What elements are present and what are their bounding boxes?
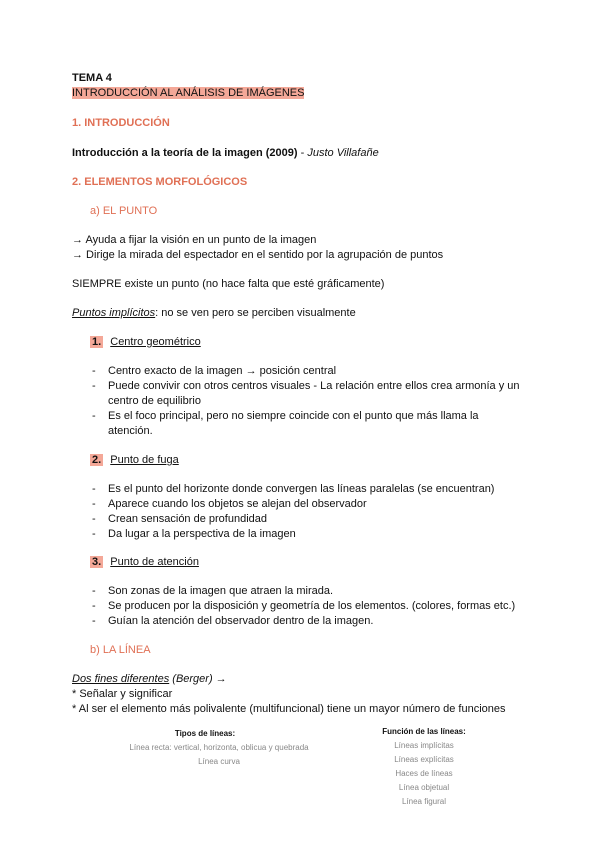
book-reference [72,147,379,159]
arrow-line-1: → Ayuda a fijar la visión en un punto de la imagen [72,234,317,246]
heading-number: 3. [92,556,102,568]
list-item: Guían la atención del observador dentro de la imagen. [108,615,374,627]
bullet-dash: - [92,380,96,392]
bullet-dash: - [92,585,96,597]
list-item: Puede convivir con otros centros visuales - La relación entre ellos crea armonía y un [108,380,520,392]
heading-atencion [90,556,199,568]
book-author: Justo Villafañe [307,147,379,159]
heading-fuga [90,454,179,466]
funcion-item: Línea figural [401,797,447,806]
arrow-line-2: → Dirige la mirada del espectador en el sentido por la agrupación de puntos [72,249,444,261]
subsection-linea: b) LA LÍNEA [90,644,151,656]
heading-label: Punto de fuga [110,454,179,466]
book-title: Introducción a la teoría de la imagen (2009) [72,147,298,159]
implicitos-line [72,307,356,319]
section-introduccion: 1. INTRODUCCIÓN [72,117,170,129]
list-item: Se producen por la disposición y geometría de los elementos. (colores, formas etc.) [108,600,516,612]
heading-number: 1. [92,336,102,348]
list-item-continuation: atención. [108,425,153,437]
star-line-2: * Al ser el elemento más polivalente (multifuncional) tiene un mayor número de funciones [72,703,506,715]
bullet-dash: - [92,410,96,422]
funcion-item: Haces de líneas [395,769,453,778]
fines-text: (Berger) → [169,673,227,685]
list-item: Centro exacto de la imagen → posición central [108,365,337,377]
heading-label: Centro geométrico [110,336,201,348]
bullet-dash: - [92,498,96,510]
implicitos-label: Puntos implícitos [72,307,156,319]
section-elementos: 2. ELEMENTOS MORFOLÓGICOS [72,176,248,188]
book-separator: - [297,147,308,159]
list-item: Es el punto del horizonte donde convergen las líneas paralelas (se encuentran) [108,483,495,495]
tema-label: TEMA 4 [72,72,112,84]
list-item: Es el foco principal, pero no siempre coincide con el punto que más llama la [108,410,479,422]
page-title: INTRODUCCIÓN AL ANÁLISIS DE IMÁGENES [72,87,305,99]
funcion-item: Líneas explícitas [394,755,454,764]
tipos-item: Línea curva [198,757,240,766]
tipos-item: Línea recta: vertical, horizonta, oblicua y quebrada [129,743,309,752]
list-item: Aparece cuando los objetos se alejan del observador [108,498,367,510]
subsection-punto: a) EL PUNTO [90,205,158,217]
bullet-dash: - [92,513,96,525]
funcion-title: Función de las líneas: [382,727,466,736]
implicitos-text: : no se ven pero se perciben visualmente [155,307,356,319]
siempre-line: SIEMPRE existe un punto (no hace falta que esté gráficamente) [72,278,385,290]
bullet-dash: - [92,600,96,612]
funcion-item: Línea objetual [398,783,450,792]
bullet-dash: - [92,528,96,540]
list-item: Da lugar a la perspectiva de la imagen [108,528,296,540]
list-item: Crean sensación de profundidad [108,513,268,525]
star-line-1: * Señalar y significar [72,688,173,700]
fines-line [72,673,227,685]
tipos-title: Tipos de líneas: [174,729,236,738]
heading-label: Punto de atención [110,556,199,568]
heading-number: 2. [92,454,102,466]
funcion-item: Líneas implícitas [394,741,454,750]
bullet-dash: - [92,615,96,627]
bullet-dash: - [92,365,96,377]
heading-centro [90,336,201,348]
bullet-dash: - [92,483,96,495]
list-item: Son zonas de la imagen que atraen la mirada. [108,585,334,597]
fines-label: Dos fines diferentes [72,673,170,685]
list-item-continuation: centro de equilibrio [108,395,201,407]
